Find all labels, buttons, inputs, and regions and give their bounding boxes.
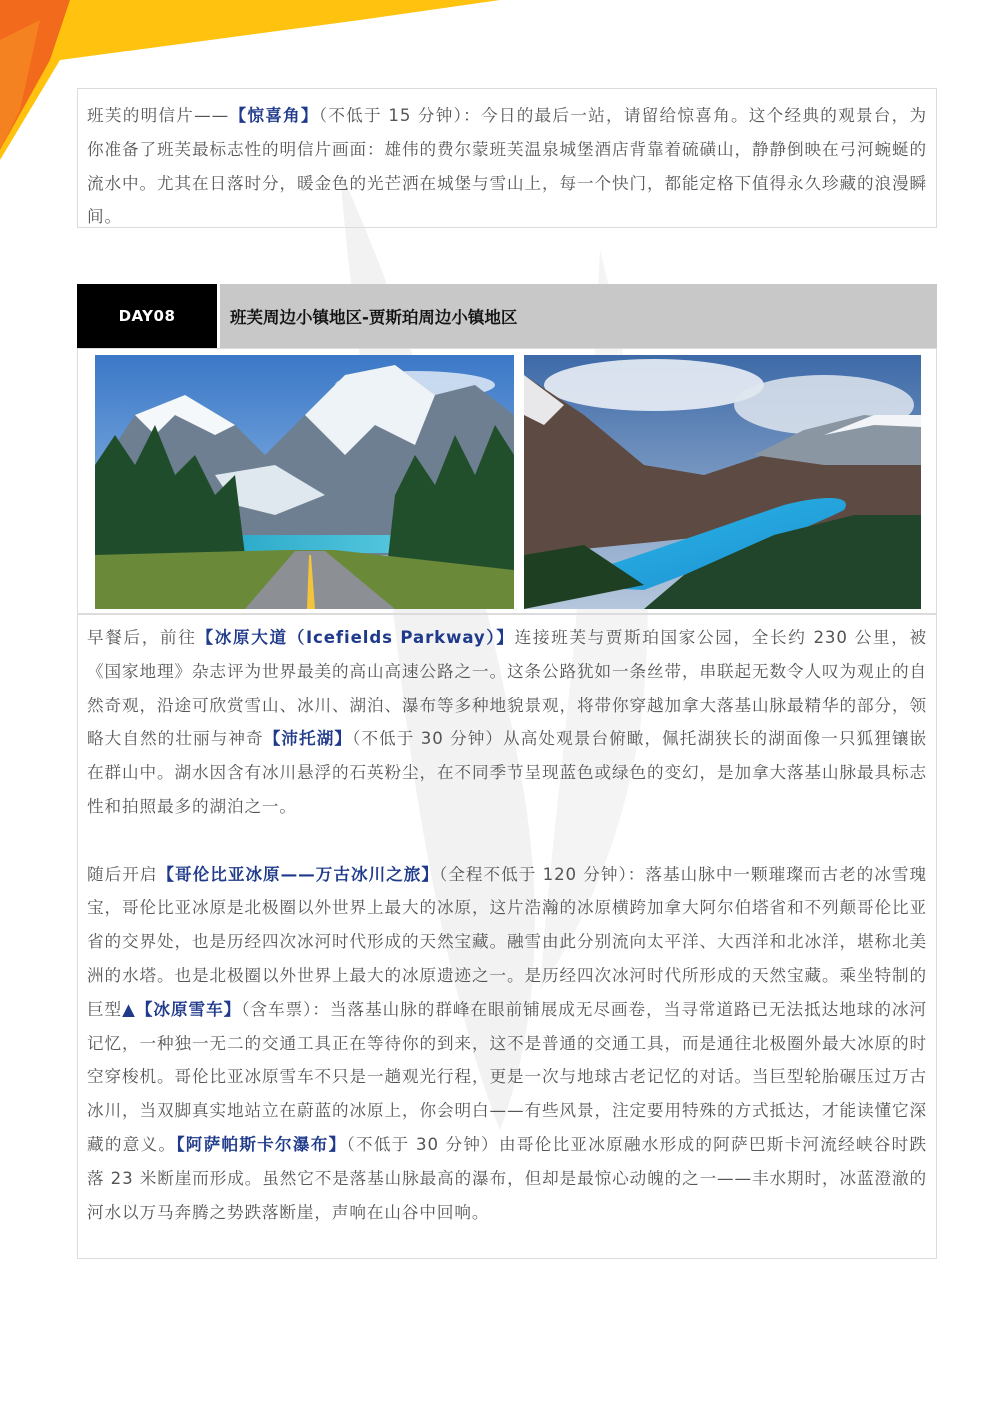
mountain-highway-photo (95, 355, 514, 609)
peyto-lake-photo (524, 355, 921, 609)
paragraph-gap (87, 824, 927, 858)
paragraph-text: （不低于 30 分钟）从高处观景台俯瞰，佩托湖狭长的湖面像一只狐狸镶嵌在群山中。湖水因含有冰川悬浮的石英粉尘，在不同季节呈现蓝色或绿色的变幻，是加拿大落基山脉最具标志性和拍照最多的湖泊之一。 (87, 729, 928, 816)
paragraph-text: （全程不低于 120 分钟）：落基山脉中一颗璀璨而古老的冰雪瑰宝，哥伦比亚冰原是北极圈以外世界上最大的冰原，这片浩瀚的冰原横跨加拿大阿尔伯塔省和不列颠哥伦比亚省的交界处，也是历经四次冰河时代形成的天然宝藏。融雪由此分别流向太平洋、大西洋和北冰洋，堪称北美洲的水塔。也是北极圈以外世界上最大的冰原遗迹之一。是历经四次冰河时代所形成的天然宝藏。乘坐特制的巨型 (87, 864, 927, 1019)
highlight-icefields-parkway: 【冰原大道（Icefields Parkway）】 (196, 628, 515, 647)
intro-text: 班芙的明信片—— (87, 106, 230, 125)
paragraph-text: （不低于 30 分钟）由哥伦比亚冰原融水形成的阿萨巴斯卡河流经峡谷时跌落 23 米断崖而形成。虽然它不是落基山脉最高的瀑布，但却是最惊心动魄的之一——丰水期时，冰蓝澄澈的河水以万马奔腾之势跌落断崖，声响在山谷中回响。 (87, 1134, 927, 1222)
paragraph-text: 连接班芙与贾斯珀国家公园，全长约 230 公里，被《国家地理》杂志评为世界最美的高山高速公路之一。这条公路犹如一条丝带，串联起无数令人叹为观止的自然奇观，沿途可欣赏雪山、冰川、湖泊、瀑布等多种地貌景观，将带你穿越加拿大落基山脉最精华的部分，领略大自然的壮丽与神奇 (87, 628, 927, 749)
highlight-athabasca-falls: 【阿萨帕斯卡尔瀑布】 (176, 1134, 347, 1154)
photo-row (77, 348, 937, 614)
paragraph-text: 早餐后，前往 (87, 628, 197, 647)
paragraph-text: （含车票）：当落基山脉的群峰在眼前铺展成无尽画卷，当寻常道路已无法抵达地球的冰河记忆，一种独一无二的交通工具正在等待你的到来，这不是普通的交通工具，而是通往北极圈外最大冰原的时空穿梭机。哥伦比亚冰原雪车不只是一趟观光行程，更是一次与地球古老记忆的对话。当巨型轮胎碾压过万古冰川，当双脚真实地站立在蔚蓝的冰原上，你会明白——有些风景，注定要用特殊的方式抵达，才能读懂它深藏的意义。 (87, 999, 927, 1154)
highlight-columbia-icefield: 【哥伦比亚冰原——万古冰川之旅】 (157, 864, 439, 884)
day-description (77, 614, 937, 1259)
intro-paragraph (87, 99, 927, 234)
day-badge: DAY08 (77, 284, 217, 348)
icefields-paragraph (87, 621, 927, 824)
day-title: 班芙周边小镇地区-贾斯珀周边小镇地区 (220, 284, 937, 348)
columbia-icefield-paragraph (87, 858, 927, 1230)
paragraph-text: 随后开启 (87, 864, 158, 884)
highlight-peyto-lake: 【沛托湖】 (263, 729, 353, 749)
highlight-ice-explorer: ▲【冰原雪车】 (122, 999, 242, 1019)
intro-section (77, 88, 937, 228)
highlight-surprise-corner: 【惊喜角】 (229, 106, 319, 125)
intro-text-rest: （不低于 15 分钟）：今日的最后一站，请留给惊喜角。这个经典的观景台，为你准备了班芙最标志性的明信片画面：雄伟的费尔蒙班芙温泉城堡酒店背靠着硫磺山，静静倒映在弓河蜿蜒的流水中。尤其在日落时分，暖金色的光芒洒在城堡与雪山上，每一个快门，都能定格下值得永久珍藏的浪漫瞬间。 (87, 106, 927, 227)
day-header (77, 284, 937, 348)
